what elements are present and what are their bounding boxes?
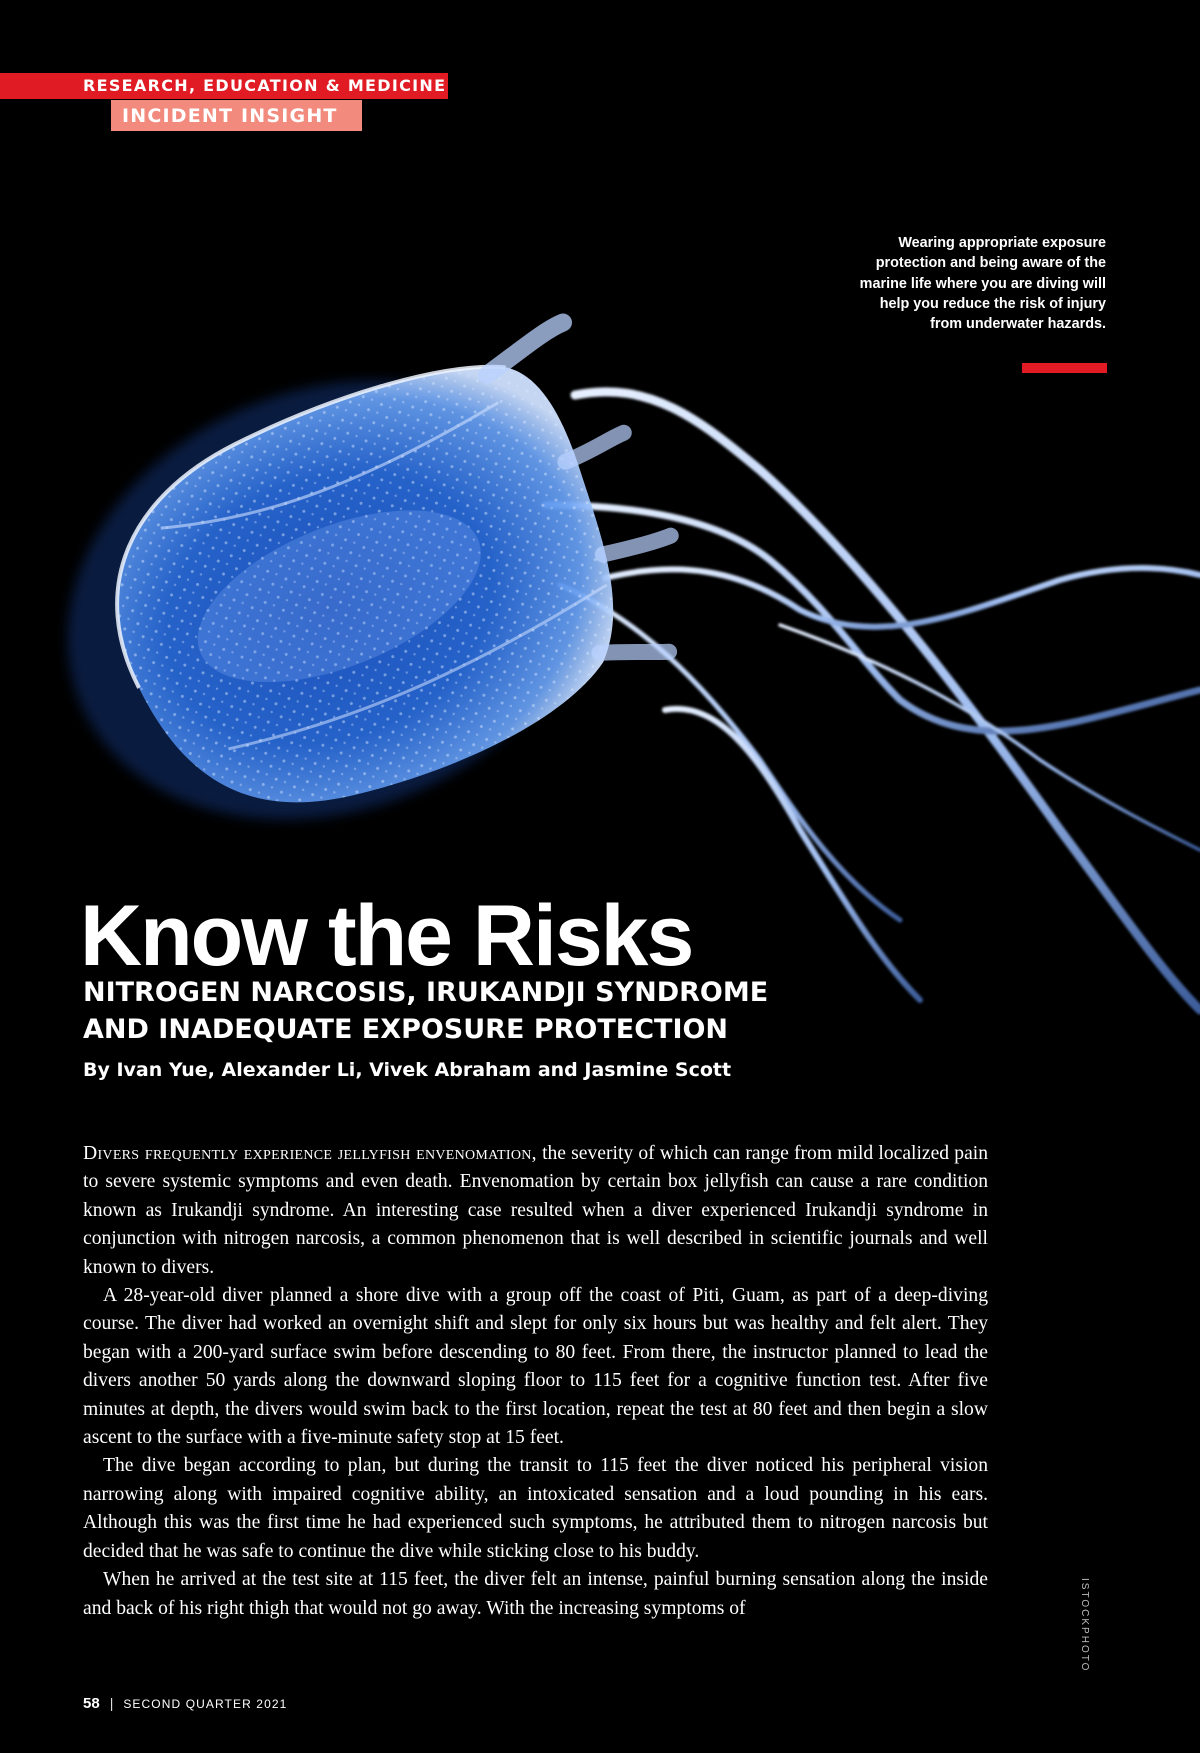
caption-rule bbox=[1022, 363, 1107, 373]
paragraph-text: the severity of which can range from mild localized pain to severe systemic symptoms and even death. Envenomation by certain box jellyfish can cause a rare condition known as Irukandji syndrome. An interesting case resulted when a diver experienced Irukandji syndrome in conjunction with nitrogen narcosis, a common phenomenon that is well described in scientific journals and well known to divers. bbox=[83, 1143, 989, 1278]
photo-credit: ISTOCKPHOTO bbox=[1079, 1578, 1090, 1673]
footer-separator: | bbox=[109, 1695, 114, 1711]
page-number: 58 bbox=[83, 1695, 100, 1712]
paragraph: A 28-year-old diver planned a shore dive with a group off the coast of Piti, Guam, as part of a deep-diving course. The diver had worked an overnight shift and slept for only six hours but was healthy and felt alert. They began with a 200-yard surface swim before descending to 80 feet. From there, the instructor planned to lead the divers another 50 yards along the downward sloping floor to 115 feet for a cognitive function test. After five minutes at depth, the divers would swim back to the first location, repeat the test at 80 feet and then begin a slow ascent to the surface with a five-minute safety stop at 15 feet. bbox=[83, 1285, 988, 1449]
article-title: Know the Risks bbox=[80, 888, 693, 984]
page-footer bbox=[83, 1694, 287, 1713]
article-body bbox=[83, 1140, 988, 1623]
department-label: INCIDENT INSIGHT bbox=[122, 105, 338, 127]
paragraph: The dive began according to plan, but during the transit to 115 feet the diver noticed his peripheral vision narrowing along with impaired cognitive ability, an intoxicated sensation and a loud pounding in his ears. Although this was the first time he had experienced such symptoms, he attributed them to nitrogen narcosis but decided that he was safe to continue the dive while sticking close to his buddy. bbox=[83, 1455, 988, 1562]
byline: By Ivan Yue, Alexander Li, Vivek Abraham and Jasmine Scott bbox=[83, 1059, 732, 1081]
subtitle-line: AND INADEQUATE EXPOSURE PROTECTION bbox=[83, 1014, 729, 1045]
photo-caption: Wearing appropriate exposure protection and being aware of the marine life where you are diving will help you reduce the risk of injury from underwater hazards. bbox=[859, 235, 1106, 333]
paragraph bbox=[83, 1140, 988, 1282]
tentacle bbox=[665, 709, 920, 1000]
article-subtitle bbox=[83, 974, 843, 1048]
issue-label: SECOND QUARTER 2021 bbox=[123, 1697, 288, 1711]
subtitle-line: NITROGEN NARCOSIS, IRUKANDJI SYNDROME bbox=[83, 977, 769, 1008]
section-label: RESEARCH, EDUCATION & MEDICINE bbox=[83, 76, 447, 95]
lead-in: Divers frequently experience jellyfish envenomation, bbox=[83, 1143, 537, 1164]
paragraph: When he arrived at the test site at 115 feet, the diver felt an intense, painful burning sensation along the inside and back of his right thigh that would not go away. With the increasing symptoms of bbox=[83, 1569, 988, 1619]
